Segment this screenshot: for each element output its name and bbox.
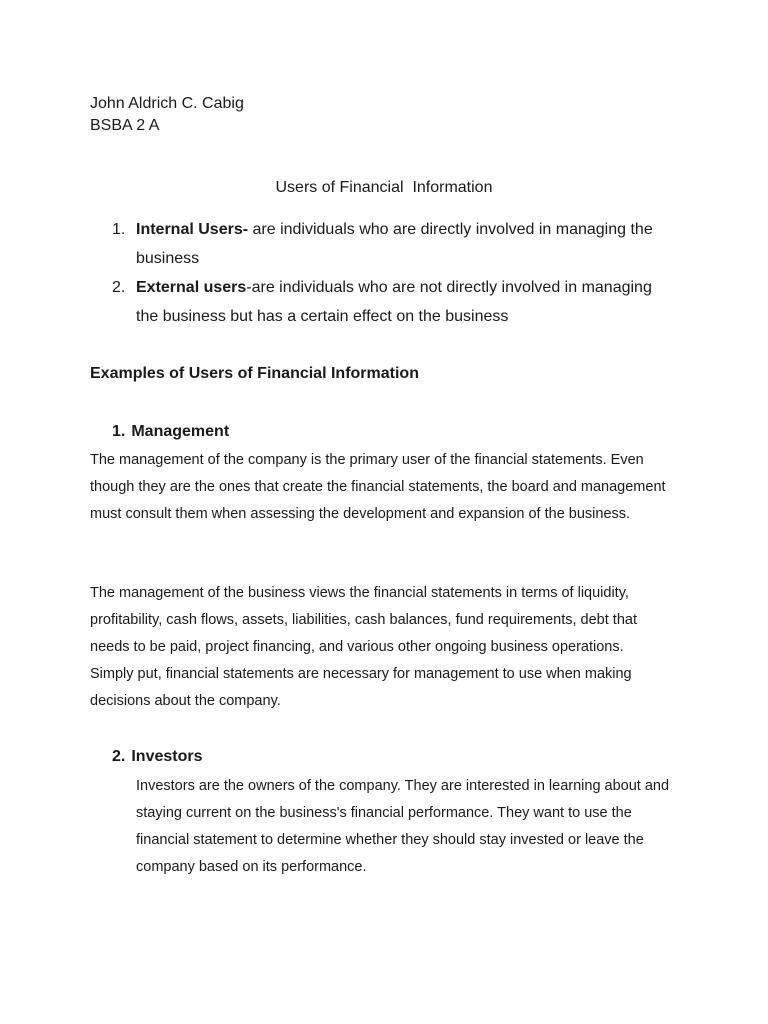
examples-heading: Examples of Users of Financial Information	[90, 365, 419, 382]
definition-item-external-users	[112, 273, 672, 331]
author-class: BSBA 2 A	[90, 117, 160, 134]
list-number: 1.	[112, 221, 126, 238]
definition-text: -are individuals who are not directly involved in managing the business but has a certain effect on the business	[136, 279, 652, 325]
list-number: 1.	[112, 423, 126, 440]
document-title: Users of Financial Information	[275, 179, 493, 196]
definition-text: are individuals who are directly involved in managing the business	[136, 221, 653, 267]
investors-paragraph: Investors are the owners of the company. They are interested in learning about and staying current on the business's financial performance. They want to use the financial statement to determine whether they should stay invested or leave the company based on its performance.	[136, 778, 670, 875]
definition-body	[136, 215, 672, 273]
list-number: 2.	[112, 279, 126, 296]
definition-item-internal-users	[112, 215, 672, 273]
example-label: Management	[131, 423, 230, 440]
definition-term: Internal Users-	[136, 221, 249, 238]
example-heading-investors	[112, 747, 202, 766]
definition-body	[136, 273, 672, 331]
list-number: 2.	[112, 748, 126, 765]
management-paragraph-2: The management of the business views the financial statements in terms of liquidity, profitability, cash flows, assets, liabilities, cash balances, fund requirements, debt that needs to be paid, project financing, and various other ongoing business operations. Simply put, financial statements are necessary for management to use when making decisions about the company.	[90, 585, 637, 709]
management-paragraph-1: The management of the company is the primary user of the financial statements. Even though they are the ones that create the financial statements, the board and management must consult them when assessing the development and expansion of the business.	[90, 452, 666, 522]
author-name: John Aldrich C. Cabig	[90, 95, 244, 112]
example-heading-management	[112, 422, 229, 441]
example-label: Investors	[131, 748, 203, 765]
definition-term: External users	[136, 279, 247, 296]
